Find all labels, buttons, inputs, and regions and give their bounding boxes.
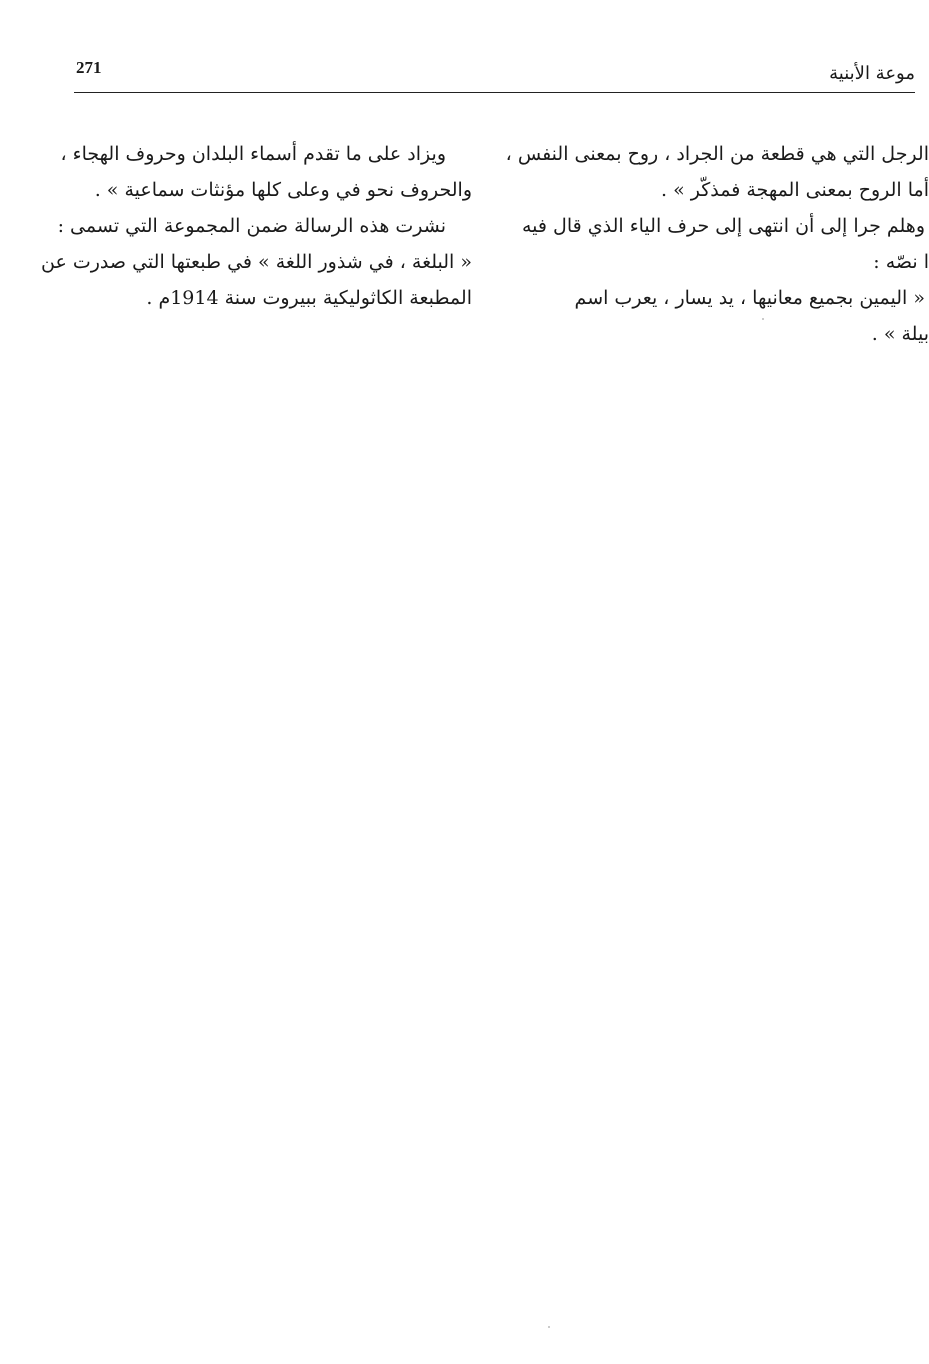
scan-speck [548,1326,550,1328]
text-line: « اليمين بجميع معانيها ، يد يسار ، يعرب اسم [574,287,925,309]
text-line: ا نصّه : [873,251,929,273]
text-line: الرجل التي هي قطعة من الجراد ، روح بمعنى النفس ، [505,143,929,165]
right-text-column [505,136,929,352]
text-line: « البلغة ، في شذور اللغة » في طبعتها التي صدرت عن [41,251,472,273]
text-line: ويزاد على ما تقدم أسماء البلدان وحروف الهجاء ، [60,143,446,165]
page-number: 271 [76,58,102,77]
header-rule [74,92,915,93]
text-line: وهلم جرا إلى أن انتهى إلى حرف الياء الذي قال فيه [521,215,925,237]
text-line: نشرت هذه الرسالة ضمن المجموعة التي تسمى : [57,215,446,237]
text-line: بيلة » . [871,323,929,345]
text-line: المطبعة الكاثوليكية ببيروت سنة 1914م . [146,287,472,309]
scan-speck [762,318,764,320]
running-header-title: موعة الأبنية [829,63,915,84]
text-line: أما الروح بمعنى المهجة فمذكّر » . [661,179,929,201]
left-text-column [41,136,472,316]
text-line: والحروف نحو في وعلى كلها مؤنثات سماعية » . [94,179,472,201]
